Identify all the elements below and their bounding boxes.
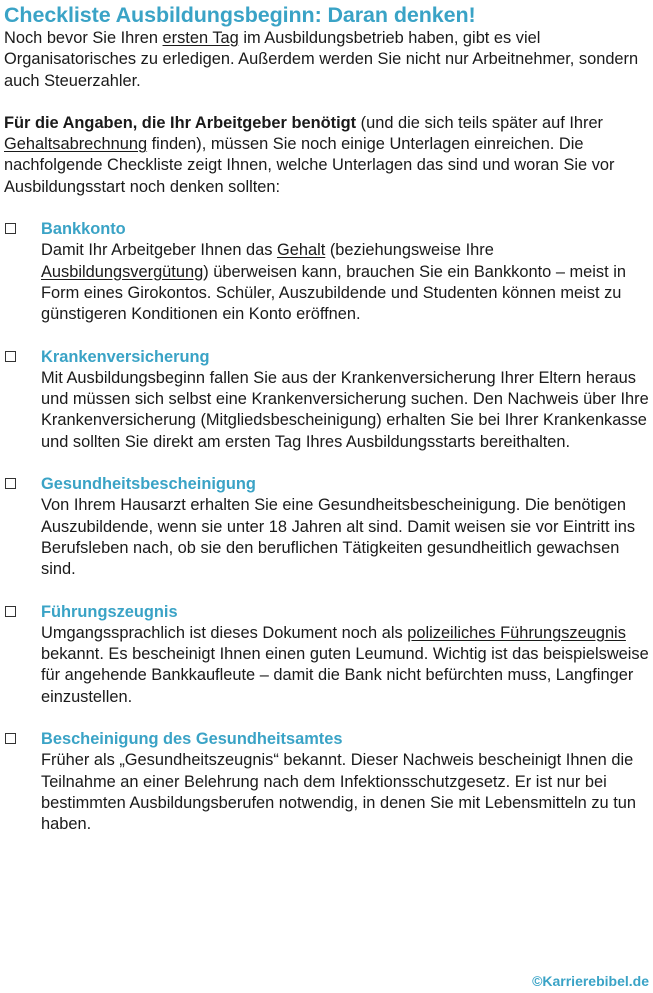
fuehrungszeugnis-text-b: bekannt. Es bescheinigt Ihnen einen guten Leumund. Wichtig ist das beispielsweise für angehende Bankkaufleute – damit die Bank nicht befürchten muss, Langfinger einzustellen.: [41, 645, 649, 706]
item-title-fuehrungszeugnis: Führungszeugnis: [41, 602, 178, 621]
checkbox-fuehrungszeugnis[interactable]: [5, 606, 16, 617]
intro-paragraph-2: [4, 113, 649, 198]
page-title: Checkliste Ausbildungsbeginn: Daran denken!: [4, 3, 476, 27]
item-title-krankenversicherung: Krankenversicherung: [41, 347, 210, 366]
link-gehalt[interactable]: Gehalt: [276, 241, 326, 260]
fuehrungszeugnis-text-a: Umgangssprachlich ist dieses Dokument noch als: [41, 623, 408, 642]
item-text-gesundheitsamt: Früher als „Gesundheitszeugnis“ bekannt. Dieser Nachweis bescheinigt Ihnen die Teilnahme an einer Belehrung nach dem Infektionsschutzgesetz. Er ist nur bei bestimmten Ausbildungsberufen notwendig, in denen Sie mit Lebensmitteln zu tun haben.: [41, 751, 636, 834]
copyright-notice: ©Karrierebibel.de: [532, 973, 649, 989]
bankkonto-text-c: ) überweisen kann, brauchen Sie ein Bankkonto – meist in Form eines Girokontos. Schüler, Auszubildende und Studenten können meist zu günstigeren Konditionen ein Konto eröffnen.: [41, 262, 626, 324]
item-text-bankkonto: [41, 240, 649, 325]
item-title-gesundheitsbescheinigung: Gesundheitsbescheinigung: [41, 475, 256, 494]
intro-2-text-b: finden), müssen Sie noch einige Unterlagen einreichen. Die nachfolgende Checkliste zeigt Ihnen, welche Unterlagen das sind und woran Sie vor Ausbildungsstart noch denken sollten:: [4, 135, 615, 196]
bankkonto-text-b: (beziehungsweise Ihre: [325, 241, 494, 260]
checklist-item-krankenversicherung: [4, 347, 649, 453]
intro-2-text-a: (und die sich teils später auf Ihrer: [356, 113, 604, 132]
intro-1-text-b: im Ausbildungsbetrieb haben, gibt es viel Organisatorisches zu erledigen. Außerdem werden Sie nicht nur Arbeitnehmer, sondern auch Steuerzahler.: [4, 29, 639, 90]
intro-paragraph-1: [4, 28, 649, 92]
item-text-krankenversicherung: Mit Ausbildungsbeginn fallen Sie aus der Krankenversicherung Ihrer Eltern heraus und müssen sich selbst eine Krankenversicherung suchen. Den Nachweis über Ihre Krankenversicherung (Mitgliedsbescheinigung) erhalten Sie bei Ihrer Krankenkasse und sollten Sie direkt am ersten Tag Ihres Ausbildungsstarts bereithalten.: [41, 368, 649, 451]
checklist-item-bankkonto: [4, 219, 649, 325]
item-title-gesundheitsamt: Bescheinigung des Gesundheitsamtes: [41, 730, 343, 749]
checkbox-krankenversicherung[interactable]: [5, 351, 16, 362]
intro-1-text-a: Noch bevor Sie Ihren: [4, 29, 163, 47]
intro-2-bold: Für die Angaben, die Ihr Arbeitgeber benötigt: [4, 113, 357, 132]
item-text-gesundheitsbescheinigung: Von Ihrem Hausarzt erhalten Sie eine Gesundheitsbescheinigung. Die benötigen Auszubildende, wenn sie unter 18 Jahren alt sind. Damit weisen sie vor Eintritt ins Berufsleben nach, ob sie den beruflichen Tätigkeiten gesundheitlich gewachsen sind.: [41, 496, 636, 579]
checklist-item-gesundheitsbescheinigung: [4, 474, 649, 580]
checkbox-gesundheitsamt[interactable]: [5, 733, 16, 744]
checklist-item-fuehrungszeugnis: [4, 602, 649, 708]
checkbox-gesundheitsbescheinigung[interactable]: [5, 478, 16, 489]
checklist-item-gesundheitsamt: [4, 729, 649, 835]
checkbox-bankkonto[interactable]: [5, 223, 16, 234]
checklist: [4, 219, 649, 835]
link-ausbildungsverguetung[interactable]: Ausbildungsvergütung: [41, 262, 204, 281]
item-title-bankkonto: Bankkonto: [41, 220, 126, 239]
link-polizeiliches-fuehrungszeugnis[interactable]: polizeiliches Führungszeugnis: [407, 623, 626, 642]
link-ersten-tag[interactable]: ersten Tag: [162, 29, 239, 47]
item-text-fuehrungszeugnis: [41, 623, 649, 708]
link-gehaltsabrechnung[interactable]: Gehaltsabrechnung: [4, 135, 148, 154]
bankkonto-text-a: Damit Ihr Arbeitgeber Ihnen das: [41, 241, 277, 260]
